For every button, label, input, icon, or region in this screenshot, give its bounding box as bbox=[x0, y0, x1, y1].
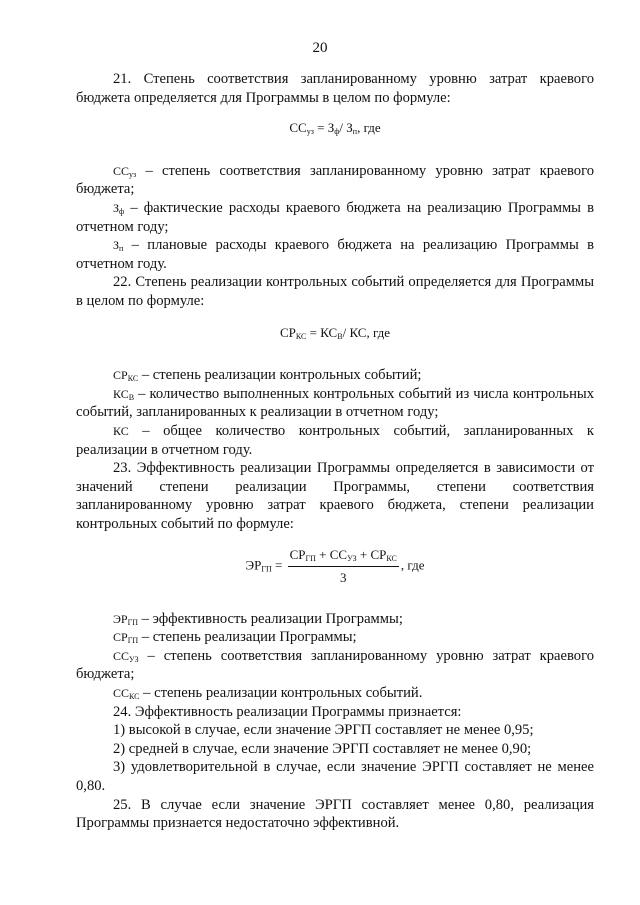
definition-symbol-sub: ГП bbox=[127, 617, 139, 627]
numerator-plus-2: + bbox=[359, 547, 368, 563]
list-item: 1) высокой в случае, если значение ЭРГП составляет не менее 0,95; bbox=[113, 722, 534, 739]
list-item: 3) удовлетворительной в случае, если значение ЭРГП составляет не менее 0,80. bbox=[76, 759, 594, 794]
paragraph-25: 25. В случае если значение ЭРГП составляет менее 0,80, реализация Программы признается недостаточно эффективной. bbox=[76, 796, 594, 832]
definition-item bbox=[76, 385, 594, 422]
formula-tail: , где bbox=[357, 120, 381, 136]
paragraph-23-intro: 23. Эффективность реализации Программы определяется в зависимости от значений степени реализации Программы, степени соответствия запланированному уровню затрат краевого бюджета, степени реализации контрольных событий по формуле: bbox=[76, 460, 594, 532]
definition-text: – количество выполненных контрольных событий из числа контрольных событий, запланированных к реализации в отчетном году; bbox=[76, 385, 594, 421]
definition-symbol: СР bbox=[113, 630, 128, 645]
definition-symbol: СР bbox=[113, 368, 128, 383]
definition-symbol-sub: УЗ bbox=[129, 654, 139, 664]
formula-term-a-sub: ф bbox=[334, 127, 340, 137]
definition-item bbox=[76, 366, 594, 385]
definition-text: – фактические расходы краевого бюджета на реализацию Программы в отчетном году; bbox=[76, 199, 594, 235]
numerator-term-3-sub: КС bbox=[386, 554, 397, 564]
formula-term-a-sub: В bbox=[337, 331, 343, 341]
definition-symbol: КС bbox=[113, 423, 129, 438]
definition-symbol-sub: ф bbox=[119, 206, 125, 216]
formula-fraction bbox=[288, 546, 399, 587]
formula-equals: = bbox=[274, 558, 283, 574]
definition-symbol-sub: В bbox=[128, 392, 135, 402]
formula-lhs: СР bbox=[279, 324, 296, 340]
definition-text: – общее количество контрольных событий, запланированных к реализации в отчетном году. bbox=[76, 422, 594, 458]
formula-tail: , где bbox=[400, 558, 425, 574]
definition-symbol: СС bbox=[113, 648, 130, 663]
definition-symbol-sub: КС bbox=[129, 692, 140, 702]
definition-symbol: З bbox=[113, 238, 120, 253]
numerator-term-1: СР bbox=[289, 547, 306, 563]
document-body bbox=[76, 70, 594, 833]
page-number: 20 bbox=[312, 40, 328, 56]
definition-item bbox=[76, 684, 594, 703]
formula-term-b: З bbox=[346, 120, 353, 136]
definition-symbol: З bbox=[113, 200, 120, 215]
definition-item bbox=[76, 610, 594, 629]
definition-text: – степень реализации контрольных событий. bbox=[139, 685, 423, 702]
definition-symbol-sub: ГП bbox=[127, 636, 139, 646]
formula-term-b: КС bbox=[349, 324, 367, 340]
formula-lhs: СС bbox=[289, 120, 307, 136]
definition-symbol: ЭР bbox=[113, 611, 128, 626]
formula-tail: , где bbox=[366, 324, 391, 340]
fraction-denominator: 3 bbox=[339, 570, 347, 586]
numerator-term-2-sub: УЗ bbox=[347, 554, 357, 564]
definition-text: – степень соответствия запланированному уровню затрат краевого бюджета; bbox=[76, 162, 594, 198]
formula-operator: / bbox=[339, 120, 344, 136]
definition-text: – степень реализации Программы; bbox=[138, 629, 357, 646]
formula-sr-ks: $СР_{КС} = КС_В/$ КС, где bbox=[279, 324, 391, 341]
definition-text: – эффективность реализации Программы; bbox=[138, 610, 403, 627]
paragraph-22-intro: 22. Степень реализации контрольных событий определяется для Программы в целом по формуле: bbox=[76, 274, 594, 309]
formula-lhs-sub: КС bbox=[295, 331, 307, 341]
numerator-term-2: СС bbox=[329, 547, 348, 563]
definition-item bbox=[76, 422, 594, 459]
formula-lhs-sub: ГП bbox=[261, 565, 272, 575]
definition-symbol: КС bbox=[113, 386, 129, 401]
definition-item bbox=[76, 162, 594, 199]
definition-symbol-sub: уз bbox=[129, 169, 137, 179]
definition-item bbox=[76, 236, 594, 273]
definition-symbol-sub: п bbox=[119, 244, 124, 254]
definition-item bbox=[76, 647, 594, 684]
definition-item bbox=[76, 199, 594, 236]
formula-er-gp bbox=[76, 546, 594, 587]
definition-text: – степень соответствия запланированному уровню затрат краевого бюджета; bbox=[76, 647, 594, 683]
numerator-plus-1: + bbox=[319, 547, 327, 563]
numerator-term-1-sub: ГП bbox=[305, 554, 316, 564]
definition-text: – степень реализации контрольных событий; bbox=[138, 367, 422, 384]
formula-ss-uz: $СС_{уз} = З_ф/$ $З_п$, где bbox=[289, 120, 381, 137]
paragraph-24-intro: 24. Эффективность реализации Программы признается: bbox=[113, 703, 462, 720]
definition-symbol: СС bbox=[113, 163, 130, 178]
definition-symbol: СС bbox=[113, 686, 130, 701]
formula-lhs: ЭР bbox=[245, 558, 262, 574]
numerator-term-3: СР bbox=[370, 547, 387, 563]
list-item: 2) средней в случае, если значение ЭРГП составляет не менее 0,90; bbox=[113, 740, 532, 757]
definition-symbol-sub: КС bbox=[127, 374, 139, 384]
definition-item bbox=[76, 628, 594, 647]
definition-text: – плановые расходы краевого бюджета на реализацию Программы в отчетном году. bbox=[76, 237, 594, 272]
paragraph-21-intro: 21. Степень соответствия запланированному уровню затрат краевого бюджета определяется для Программы в целом по формуле: bbox=[76, 71, 594, 106]
fraction-numerator bbox=[288, 546, 399, 567]
formula-operator: / bbox=[342, 324, 347, 340]
formula-term-a: КС bbox=[320, 324, 338, 340]
formula-term-a: З bbox=[327, 120, 335, 136]
formula-lhs-sub: уз bbox=[306, 127, 314, 137]
formula-term-b-sub: п bbox=[352, 127, 358, 137]
